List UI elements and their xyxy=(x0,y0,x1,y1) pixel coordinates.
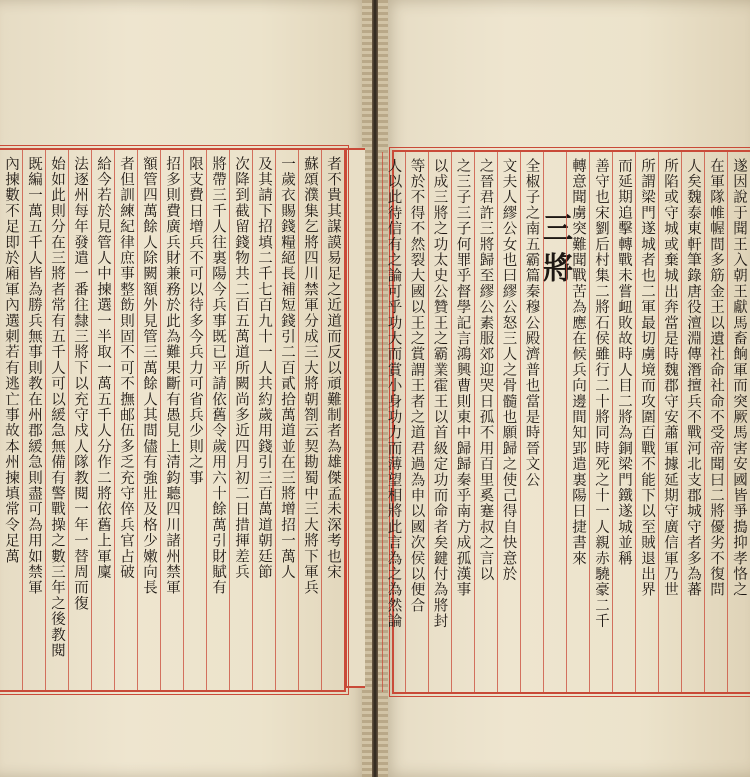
right-page-column: 以成三將之功太史公贊王之霸業霍王以首級定功而命者矣鍵付為將封 xyxy=(428,152,451,692)
right-page-column: 遂因說于聞王入朝王獻馬畜餉軍而突厥馬害安國皆爭搗抑孝恪之 xyxy=(727,152,750,692)
left-page-column: 額管四萬餘人除闕額外見管三萬餘人其間儘有強壯及格少嫩向長 xyxy=(137,150,160,690)
right-page-column: 之晉君許三將歸至繆公素服郊迎哭日孤不用百里奚蹇叔之言以 xyxy=(474,152,497,692)
left-page-column: 將帶三千人往裏陽今兵事既已平請依舊令歲用六十餘萬引財賦有 xyxy=(206,150,229,690)
left-page-column: 蘇頌濮集乞將四川禁軍分成三大將朝劄云契勘蜀中三大將下軍兵 xyxy=(298,150,321,690)
section-heading: 三將 xyxy=(543,152,567,692)
left-page-column: 一歲衣賜錢糧絕長補短錢引二百貳拾萬道並在三將增招一萬人 xyxy=(275,150,298,690)
left-page-column: 法逐州每年發遣一番往隸三將下以充守戍人隊教閱一年一替周而復 xyxy=(68,150,91,690)
left-page-column: 招多則費廣兵財兼務於此為難果斷有愚見上清鈞聽四川諸州禁軍 xyxy=(160,150,183,690)
left-page-columns xyxy=(0,150,344,690)
right-page-column: 所謂梁門遂城者也二軍最切虜境而攻圍百戰不能下以至賊退出界 xyxy=(635,152,658,692)
left-page-column: 及其請下招填二千七百九十一人共約歲用錢引三百萬道朝廷節 xyxy=(252,150,275,690)
right-page-column: 所陷或守城或棄城出奔當是時魏郡守安蕭軍據延期守廣信軍乃世 xyxy=(658,152,681,692)
right-page xyxy=(378,0,750,777)
left-page-column: 限支費日增兵不可以待多今兵力可省兵少則之事 xyxy=(183,150,206,690)
left-page-column: 給今若於見管人中揀選一半取一萬五千人分作二將依舊上軍廩 xyxy=(91,150,114,690)
left-page-text-frame xyxy=(0,148,346,692)
right-page-column: 而延期追擊轉戰未嘗衄敗故時人目二將為銅梁門鐵遂城並稱 xyxy=(612,152,635,692)
right-page-column: 人矣魏泰東軒筆錄唐役澶淵傳潛擅兵不戰河北支郡城守者多為蕃 xyxy=(681,152,704,692)
right-page-column: 轉意聞虜突難聞戰苦為應在候兵向邊間知郢遣裏陽日捷書來 xyxy=(566,152,589,692)
left-page-column: 者不貴其謀謨易足之近道而反以頑難制者為雄傑孟未深考也宋 xyxy=(321,150,344,690)
right-page-column: 等於不得不然裂大國以王之賞謂王者之道君過為申以國次侯以便合 xyxy=(405,152,428,692)
left-page xyxy=(0,0,372,777)
right-page-column: 人以此待信有之論可乎功大而賞小身功力而薄望相將此言為之為然論 xyxy=(382,152,405,692)
left-page-column: 既編一萬五千人皆為勝兵無事則教在州郡緩急則盡可為用如禁軍 xyxy=(22,150,45,690)
left-page-column: 次降到截留錢物共二百五萬道所闕尚多近四月初二日措揮差兵 xyxy=(229,150,252,690)
left-page-column: 始如此則分在三將者常有五千人可以緩急無備有警戰操之數三年之後教閱 xyxy=(45,150,68,690)
left-page-column: 者但訓練紀律庶事整飭則固不可不撫邮伍多乏充守倅兵官占破 xyxy=(114,150,137,690)
left-page-fore-edge-border xyxy=(345,148,365,688)
right-page-column: 在軍隊帷幄間多筋金王以遺社命社命不受帝聞曰二將優劣不復問 xyxy=(704,152,727,692)
right-page-text-frame xyxy=(385,150,750,694)
right-page-column: 之三子三子何罪乎督學記言鴻興曹則東中歸歸秦乎南方成孤漢事 xyxy=(451,152,474,692)
right-page-column: 文夫人繆公女也曰繆公怒三人之骨髓也願歸之使己得自快意於 xyxy=(497,152,520,692)
left-page-column: 內揀數不足即於廂軍內選刺若有逃亡事故本州揀填常令足萬 xyxy=(0,150,22,690)
right-page-columns xyxy=(385,152,750,692)
right-page-column: 全椒子之南五霸篇秦穆公殿濟普也當是時晉文公 xyxy=(520,152,543,692)
right-page-column: 善守也宋劉后村集二將石侯雖行二十將同時死之十一人親赤驍豪二千 xyxy=(589,152,612,692)
